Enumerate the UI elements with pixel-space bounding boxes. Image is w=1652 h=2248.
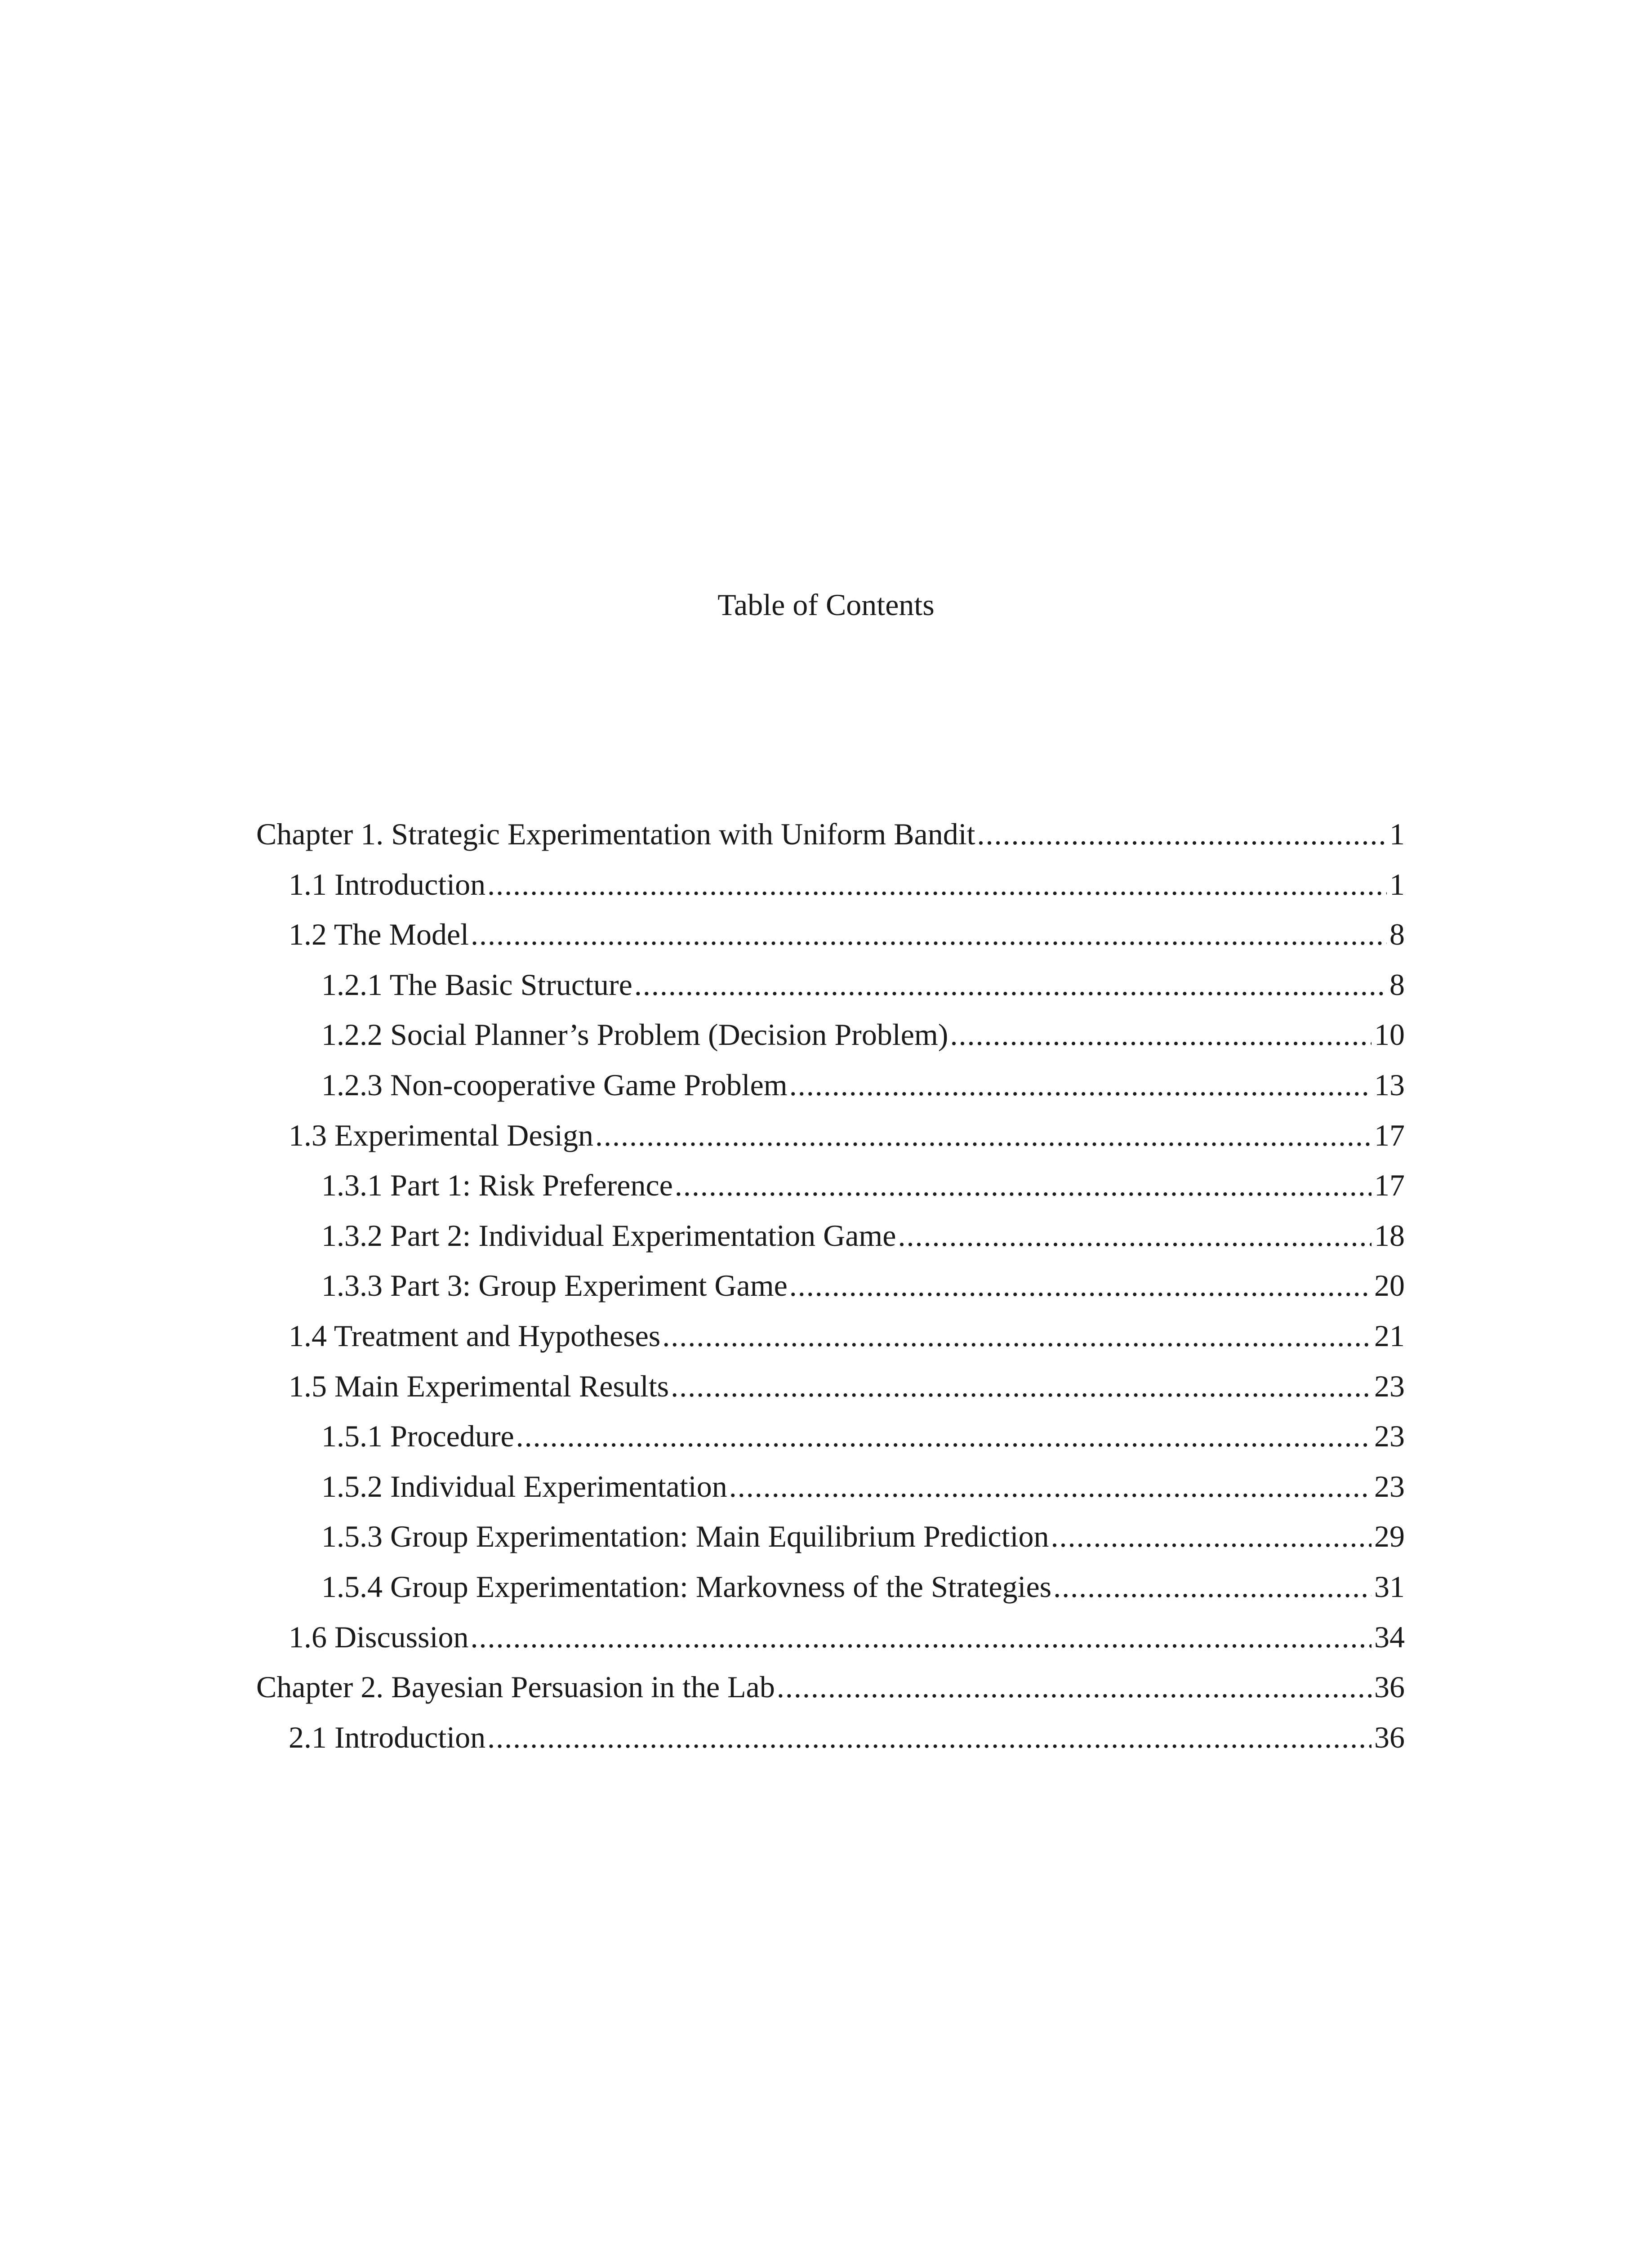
dot-leader	[516, 1411, 1371, 1462]
dot-leader	[634, 960, 1387, 1010]
toc-entry[interactable]	[256, 1713, 1405, 1763]
toc-entry[interactable]	[256, 1111, 1405, 1161]
toc-entry-title: 1.2.3 Non-cooperative Game Problem	[321, 1067, 788, 1102]
dot-leader	[977, 809, 1387, 860]
toc-entry-page: 8	[1389, 917, 1405, 952]
toc-entry-title: 1.3.2 Part 2: Individual Experimentation Game	[321, 1218, 896, 1253]
dot-leader	[471, 910, 1387, 960]
toc-entry-title: 1.3.1 Part 1: Risk Preference	[321, 1168, 673, 1203]
dot-leader	[487, 860, 1387, 910]
toc-entry[interactable]	[256, 1512, 1405, 1562]
dot-leader	[470, 1612, 1371, 1663]
toc-entry-title: 1.5.2 Individual Experimentation	[321, 1469, 727, 1503]
dot-leader	[595, 1111, 1371, 1161]
toc-entry-title: 1.2.2 Social Planner’s Problem (Decision Problem)	[321, 1017, 948, 1052]
dot-leader	[671, 1361, 1371, 1412]
toc-list	[256, 809, 1405, 1762]
toc-entry[interactable]	[256, 1160, 1405, 1211]
toc-entry-page: 13	[1374, 1067, 1405, 1102]
toc-entry[interactable]	[256, 910, 1405, 960]
toc-entry[interactable]	[256, 1662, 1405, 1713]
toc-entry-title: 1.2 The Model	[289, 917, 469, 952]
toc-entry-page: 29	[1374, 1519, 1405, 1554]
toc-entry-title: 1.3 Experimental Design	[289, 1118, 593, 1152]
toc-entry[interactable]	[256, 1010, 1405, 1060]
dot-leader	[729, 1462, 1371, 1512]
toc-entry-page: 31	[1374, 1569, 1405, 1604]
toc-entry[interactable]	[256, 1462, 1405, 1512]
toc-entry-title: 1.4 Treatment and Hypotheses	[289, 1318, 661, 1353]
dot-leader	[789, 1261, 1371, 1311]
toc-entry-page: 1	[1389, 867, 1405, 901]
toc-entry-page: 17	[1374, 1168, 1405, 1203]
toc-entry-title: 1.5.3 Group Experimentation: Main Equilibrium Prediction	[321, 1519, 1049, 1554]
toc-entry-title: Chapter 2. Bayesian Persuasion in the Lab	[256, 1670, 775, 1704]
toc-entry-page: 23	[1374, 1369, 1405, 1403]
toc-entry-title: 1.5 Main Experimental Results	[289, 1369, 669, 1403]
toc-entry-page: 20	[1374, 1268, 1405, 1303]
toc-entry-title: 1.3.3 Part 3: Group Experiment Game	[321, 1268, 788, 1303]
toc-entry-page: 36	[1374, 1720, 1405, 1754]
toc-entry[interactable]	[256, 809, 1405, 860]
toc-entry-page: 23	[1374, 1419, 1405, 1454]
toc-entry[interactable]	[256, 1562, 1405, 1612]
toc-entry-title: 1.1 Introduction	[289, 867, 486, 901]
toc-entry-page: 17	[1374, 1118, 1405, 1152]
toc-entry-page: 1	[1389, 817, 1405, 851]
toc-entry[interactable]	[256, 1311, 1405, 1361]
toc-entry-title: 1.6 Discussion	[289, 1619, 469, 1654]
dot-leader	[898, 1211, 1372, 1261]
toc-entry[interactable]	[256, 1612, 1405, 1663]
toc-entry[interactable]	[256, 1361, 1405, 1412]
dot-leader	[675, 1160, 1371, 1211]
dot-leader	[789, 1060, 1371, 1111]
toc-entry[interactable]	[256, 1261, 1405, 1311]
toc-entry[interactable]	[256, 1411, 1405, 1462]
toc-entry-title: 1.5.4 Group Experimentation: Markovness of the Strategies	[321, 1569, 1052, 1604]
toc-entry-page: 18	[1374, 1218, 1405, 1253]
toc-entry-page: 8	[1389, 967, 1405, 1002]
toc-entry-page: 10	[1374, 1017, 1405, 1052]
toc-entry-title: Chapter 1. Strategic Experimentation with Uniform Bandit	[256, 817, 975, 851]
toc-entry[interactable]	[256, 1211, 1405, 1261]
toc-entry-page: 23	[1374, 1469, 1405, 1503]
toc-entry[interactable]	[256, 960, 1405, 1010]
toc-entry-title: 2.1 Introduction	[289, 1720, 486, 1754]
dot-leader	[1051, 1512, 1371, 1562]
toc-entry[interactable]	[256, 1060, 1405, 1111]
toc-entry-page: 36	[1374, 1670, 1405, 1704]
dot-leader	[777, 1662, 1371, 1713]
dot-leader	[1053, 1562, 1371, 1612]
toc-entry-page: 34	[1374, 1619, 1405, 1654]
toc-entry-title: 1.5.1 Procedure	[321, 1419, 514, 1454]
toc-entry-page: 21	[1374, 1318, 1405, 1353]
toc-entry[interactable]	[256, 860, 1405, 910]
dot-leader	[487, 1713, 1371, 1763]
dot-leader	[662, 1311, 1371, 1361]
page-title: Table of Contents	[717, 588, 935, 622]
toc-entry-title: 1.2.1 The Basic Structure	[321, 967, 632, 1002]
dot-leader	[950, 1010, 1371, 1060]
